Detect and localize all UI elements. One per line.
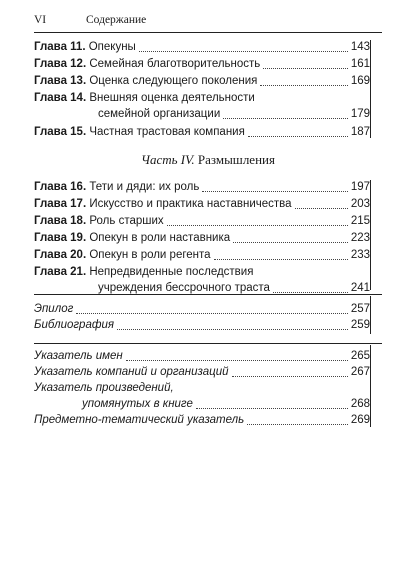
leader-dots (233, 241, 348, 243)
toc-entry[interactable] (34, 231, 382, 246)
chapter-label: Глава 16. (34, 181, 87, 193)
leader-dots (223, 117, 348, 119)
leader-dots (214, 258, 348, 260)
chapter-label: Глава 20. (34, 249, 87, 261)
leader-dots (167, 224, 348, 226)
entry-title: Указатель произведений, (34, 382, 174, 394)
right-border (370, 40, 371, 138)
toc-section-chapters-11-15 (34, 40, 382, 140)
page-ref: 267 (350, 366, 370, 378)
leader-dots (196, 407, 348, 409)
toc-entry[interactable] (34, 197, 382, 212)
page-ref: 259 (350, 319, 370, 331)
toc-entry[interactable] (34, 381, 382, 413)
leader-dots (76, 312, 348, 314)
toc-entry[interactable] (34, 74, 382, 89)
running-title: Содержание (86, 14, 147, 26)
right-border (370, 296, 371, 334)
leader-dots (273, 291, 348, 293)
page-ref: 215 (350, 215, 370, 227)
chapter-label: Глава 11. (34, 41, 86, 53)
page-ref: 143 (350, 41, 370, 53)
chapter-title: Опекуны (88, 41, 136, 53)
leader-dots (232, 375, 348, 377)
part-heading-block (34, 152, 382, 172)
leader-dots (202, 190, 347, 192)
chapter-title: Частная трастовая компания (89, 126, 245, 138)
chapter-title: Опекун в роли наставника (89, 232, 231, 244)
part-heading (34, 152, 382, 168)
entry-title: Библиография (34, 319, 114, 331)
page-ref: 233 (350, 249, 370, 261)
toc-entry[interactable] (34, 413, 382, 428)
chapter-label: Глава 17. (34, 198, 87, 210)
chapter-title: Семейная благотворительность (89, 58, 261, 70)
toc-entry[interactable] (34, 265, 382, 297)
chapter-label: Глава 13. (34, 75, 87, 87)
page-ref: 241 (350, 282, 370, 294)
toc-section-chapters-16-21 (34, 180, 382, 300)
right-border (370, 180, 371, 290)
leader-dots (117, 328, 348, 330)
entry-title: Эпилог (34, 303, 74, 315)
chapter-label: Глава 21. (34, 266, 87, 278)
toc-entry[interactable] (34, 318, 382, 333)
page-ref: 179 (350, 108, 370, 120)
chapter-label: Глава 14. (34, 92, 87, 104)
leader-dots (263, 67, 348, 69)
leader-dots (139, 50, 348, 52)
toc-entry[interactable] (34, 302, 382, 317)
right-border (370, 345, 371, 427)
part-title: Размышления (197, 152, 275, 167)
page-header (34, 12, 382, 33)
leader-dots (248, 135, 348, 137)
toc-entry[interactable] (34, 248, 382, 263)
toc-entry[interactable] (34, 57, 382, 72)
leader-dots (295, 207, 348, 209)
toc-back-matter (34, 302, 382, 338)
page-ref: 223 (350, 232, 370, 244)
part-label: Часть IV. (141, 152, 195, 167)
toc-entry[interactable] (34, 214, 382, 229)
section-divider (34, 294, 382, 295)
page-ref: 269 (350, 414, 370, 426)
page-ref: 197 (350, 181, 370, 193)
chapter-title-continued: семейной организации (98, 108, 221, 120)
page-ref: 268 (350, 398, 370, 410)
chapter-label: Глава 12. (34, 58, 87, 70)
page-ref: 161 (350, 58, 370, 70)
toc-entry[interactable] (34, 91, 382, 123)
toc-entry[interactable] (34, 365, 382, 380)
section-divider (34, 343, 382, 344)
toc-entry[interactable] (34, 125, 382, 140)
toc-entry[interactable] (34, 40, 382, 55)
page-ref: 187 (350, 126, 370, 138)
chapter-label: Глава 15. (34, 126, 87, 138)
chapter-title-continued: учреждения бессрочного траста (98, 282, 270, 294)
page-ref: 265 (350, 350, 370, 362)
chapter-title: Внешняя оценка деятельности (89, 92, 255, 104)
toc-indexes (34, 349, 382, 429)
leader-dots (260, 84, 347, 86)
chapter-label: Глава 18. (34, 215, 87, 227)
chapter-title: Опекун в роли регента (89, 249, 211, 261)
page-number: VI (34, 14, 47, 26)
entry-title: Указатель имен (34, 350, 123, 362)
entry-title: Предметно-тематический указатель (34, 414, 245, 426)
toc-entry[interactable] (34, 180, 382, 195)
chapter-label: Глава 19. (34, 232, 87, 244)
page-ref: 169 (350, 75, 370, 87)
chapter-title: Непредвиденные последствия (89, 266, 254, 278)
chapter-title: Тети и дяди: их роль (89, 181, 200, 193)
toc-entry[interactable] (34, 349, 382, 364)
page-ref: 203 (350, 198, 370, 210)
chapter-title: Роль старших (89, 215, 164, 227)
leader-dots (126, 359, 348, 361)
leader-dots (247, 423, 348, 425)
page-ref: 257 (350, 303, 370, 315)
entry-title: Указатель компаний и организаций (34, 366, 229, 378)
chapter-title: Оценка следующего поколения (89, 75, 258, 87)
entry-title-continued: упомянутых в книге (82, 398, 193, 410)
chapter-title: Искусство и практика наставничества (89, 198, 292, 210)
